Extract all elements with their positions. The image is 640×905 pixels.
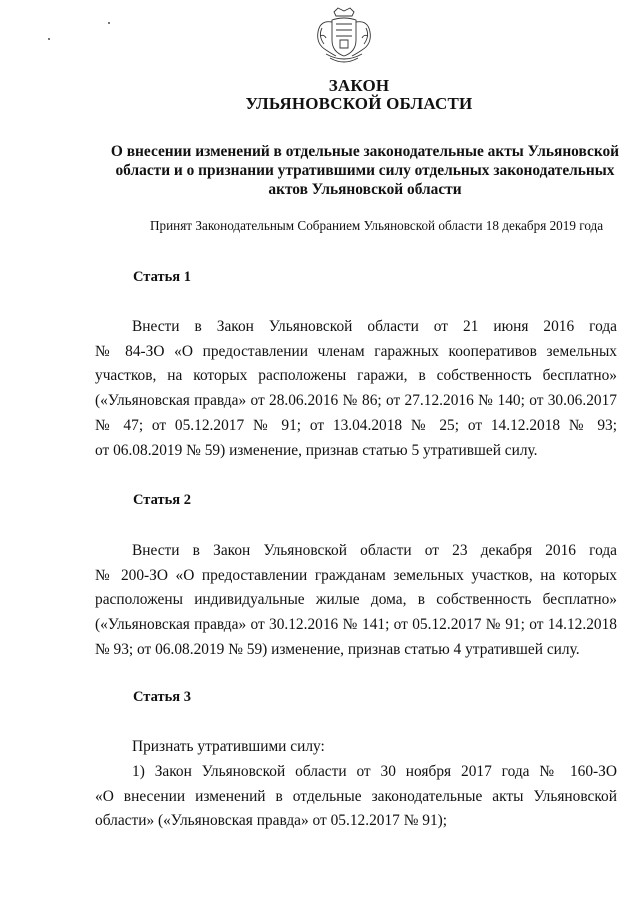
text-line: Признать утратившими силу: [132, 738, 325, 755]
scan-speck [108, 22, 110, 24]
law-subject: О внесении изменений в отдельные законодательные акты Ульяновской области и о признании утратившими силу отдельных законодательных актов Ульяновской области [110, 143, 620, 198]
adoption-note: Принят Законодательным Собранием Ульяновской области 18 декабря 2019 года [150, 218, 604, 233]
text-line: № 47; от 05.12.2017 № 91; от 13.04.2018 № 25; от 14.12.2018 № 93; [95, 416, 617, 434]
text-line: 1) Закон Ульяновской области от 30 ноября 2017 года № 160-ЗО [132, 763, 617, 780]
text-line: от 06.08.2019 № 59) изменение, признав статью 5 утратившей силу. [95, 441, 538, 459]
ulyanovsk-coat-of-arms-icon [312, 6, 376, 66]
text-line: № 84-ЗО «О предоставлении членам гаражных кооперативов земельных [95, 342, 617, 360]
text-line: области» («Ульяновская правда» от 05.12.2017 № 91); [95, 812, 448, 830]
article-2-heading: Статья 2 [133, 492, 191, 508]
article-1-heading: Статья 1 [133, 269, 191, 285]
text-line: расположены индивидуальные жилые дома, в собственность бесплатно» [95, 591, 617, 609]
scan-speck [48, 38, 50, 40]
article-3-heading: Статья 3 [133, 689, 191, 705]
text-line: («Ульяновская правда» от 30.12.2016 № 141; от 05.12.2017 № 91; от 14.12.2018 [95, 616, 617, 634]
law-title: ЗАКОН [328, 76, 390, 95]
text-line: Внести в Закон Ульяновской области от 23 декабря 2016 года [132, 542, 617, 559]
text-line: («Ульяновская правда» от 28.06.2016 № 86; от 27.12.2016 № 140; от 30.06.2017 [95, 392, 617, 410]
text-line: № 200-ЗО «О предоставлении гражданам земельных участков, на которых [95, 566, 617, 584]
article-3-intro [95, 735, 617, 760]
text-line: Внести в Закон Ульяновской области от 21 июня 2016 года [132, 318, 617, 335]
article-3-item-1 [95, 760, 617, 834]
text-line: «О внесении изменений в отдельные законодательные акты Ульяновской [95, 787, 617, 805]
article-1-text [95, 315, 617, 463]
region-title: УЛЬЯНОВСКОЙ ОБЛАСТИ [245, 94, 473, 113]
text-line: № 93; от 06.08.2019 № 59) изменение, признав статью 4 утратившей силу. [95, 640, 580, 658]
article-2-text [95, 539, 617, 663]
text-line: участков, на которых расположены гаражи, в собственность бесплатно» [95, 367, 617, 385]
